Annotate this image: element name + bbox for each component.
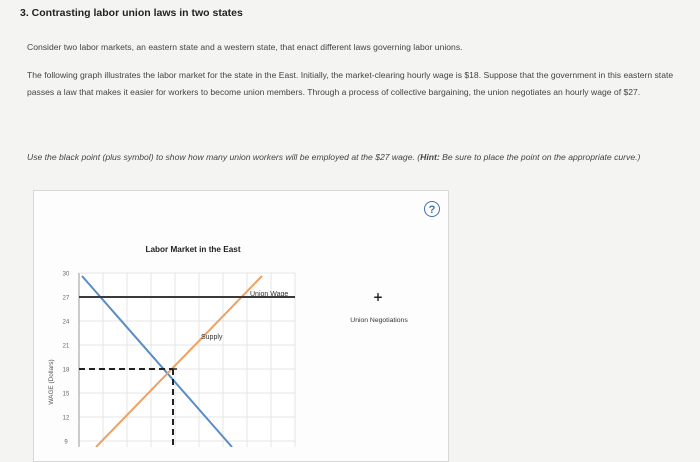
context-paragraph: The following graph illustrates the labor market for the state in the East. Initially, the market-clearing hourly wage is $18. Suppose that the government in this eastern state passes a law that makes it easier for workers to become union members. Through a process of collective bargaining, the union negotiates an hourly wage of $27. — [27, 70, 674, 97]
y-tick-label: 24 — [62, 319, 70, 326]
chart-title: Labor Market in the East — [145, 245, 241, 254]
union-negotiations-label: Union Negotiations — [350, 317, 408, 324]
plus-point-icon[interactable]: + — [372, 290, 384, 304]
y-tick-label: 15 — [62, 391, 70, 398]
supply-label: Supply — [201, 334, 223, 341]
y-tick-label: 12 — [62, 415, 70, 422]
intro-paragraph: Consider two labor markets, an eastern state and a western state, that enact different laws governing labor unions. — [27, 42, 463, 52]
y-tick-label: 9 — [64, 439, 68, 446]
union-wage-label: Union Wage — [250, 291, 289, 298]
hint-label: Hint: — [420, 152, 440, 162]
instruction-text: Use the black point (plus symbol) to show how many union workers will be employed at the $27 wage. ( — [27, 152, 421, 162]
help-icon[interactable]: ? — [424, 201, 440, 217]
question-heading: 3. Contrasting labor union laws in two states — [20, 7, 243, 19]
y-tick-label: 18 — [62, 367, 70, 374]
y-axis-label: WAGE (Dollars) — [48, 359, 55, 405]
y-tick-label: 30 — [62, 271, 70, 278]
hint-text: Be sure to place the point on the appropriate curve.) — [439, 152, 641, 162]
plot-area — [79, 273, 295, 447]
y-tick-label: 27 — [62, 295, 70, 302]
y-tick-label: 21 — [62, 343, 70, 350]
